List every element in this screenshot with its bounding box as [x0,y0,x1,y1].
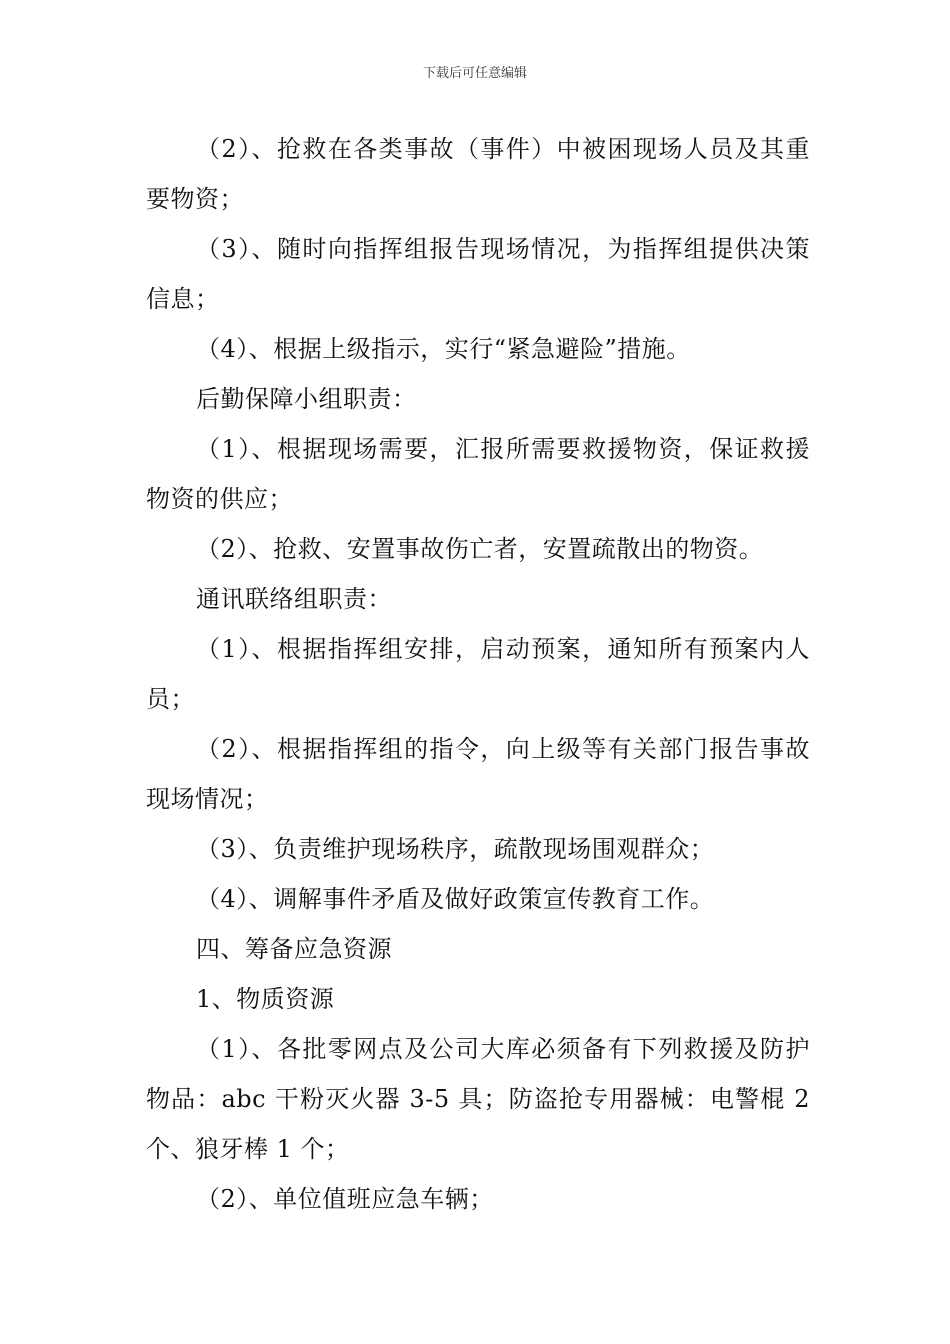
paragraph-place-casualties: （2）、抢救、安置事故伤亡者，安置疏散出的物资。 [196,535,764,563]
paragraph-emergency-avoidance: （4）、根据上级指示，实行“紧急避险”措施。 [196,335,691,363]
paragraph-report-superiors: （2）、根据指挥组的指令，向上级等有关部门报告事故现场情况； [146,735,810,813]
paragraph-mediate-conflicts: （4）、调解事件矛盾及做好政策宣传教育工作。 [196,885,715,913]
paragraph-duty-vehicles: （2）、单位值班应急车辆； [196,1185,494,1213]
paragraph-report-situation: （3）、随时向指挥组报告现场情况，为指挥组提供决策信息； [146,235,810,313]
paragraph-required-equipment: （1）、各批零网点及公司大库必须备有下列救援及防护物品：abc 干粉灭火器 3-5 具；防盗抢专用器械：电警棍 2 个、狼牙棒 1 个； [146,1035,810,1163]
page-header: 下载后可任意编辑 [422,66,527,81]
document-body [146,124,810,1224]
heading-prepare-resources: 四、筹备应急资源 [196,935,392,963]
paragraph-rescue-trapped: （2）、抢救在各类事故（事件）中被困现场人员及其重要物资； [146,135,810,213]
heading-material-resources: 1、物质资源 [196,985,335,1013]
heading-logistics-duties: 后勤保障小组职责： [196,385,417,413]
paragraph-start-plan: （1）、根据指挥组安排，启动预案，通知所有预案内人员； [146,635,810,713]
heading-communication-duties: 通讯联络组职责： [196,585,392,613]
paragraph-maintain-order: （3）、负责维护现场秩序，疏散现场围观群众； [196,835,715,863]
paragraph-supply-materials: （1）、根据现场需要，汇报所需要救援物资，保证救援物资的供应； [146,435,810,513]
